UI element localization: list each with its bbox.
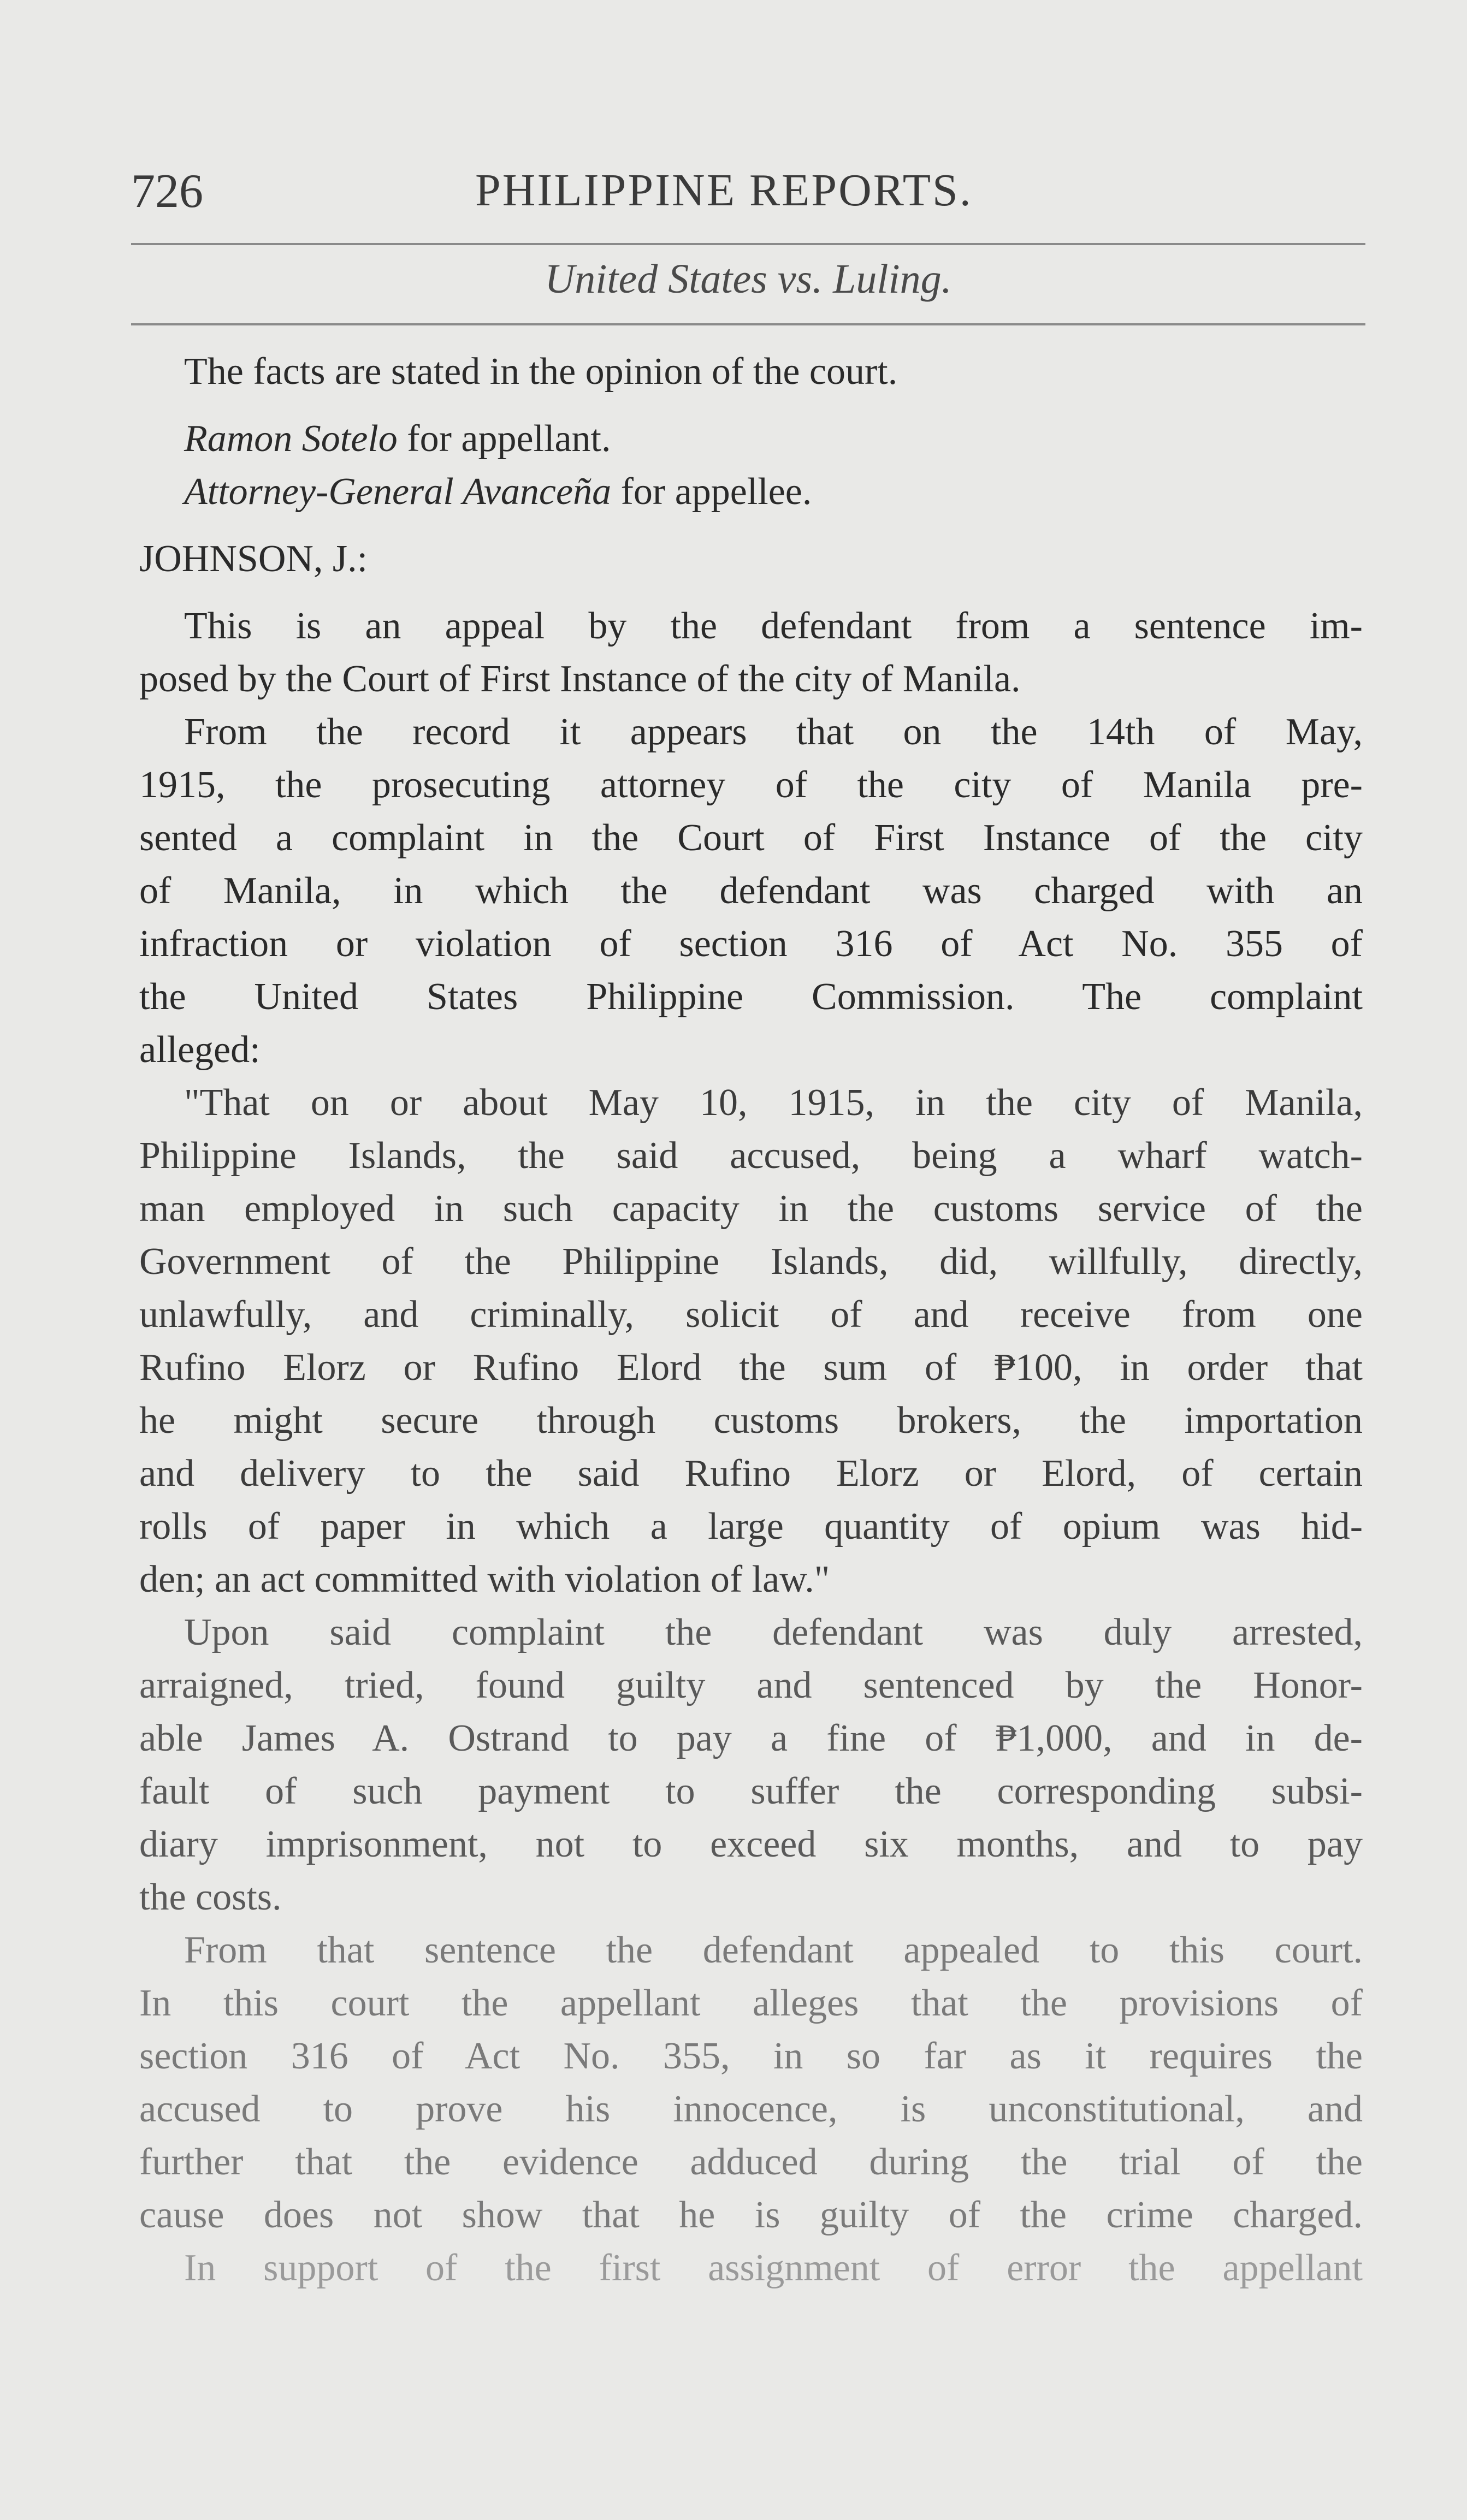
opinion-paragraph-1 (139, 600, 1363, 705)
opinion-paragraph-4 (139, 1606, 1363, 1924)
paragraph-line: and delivery to the said Rufino Elorz or Elord, of certain (139, 1452, 1363, 1495)
complaint-quote (139, 1076, 1363, 1606)
header-rule-top (131, 243, 1365, 245)
paragraph-line: fault of such payment to suffer the corresponding subsi- (139, 1770, 1363, 1812)
paragraph-line: rolls of paper in which a large quantity of opium was hid- (139, 1505, 1363, 1547)
counsel-appellee-role: for appellee. (620, 471, 812, 513)
paragraph-line: of Manila, in which the defendant was charged with an (139, 870, 1363, 912)
page-header (131, 164, 1365, 229)
paragraph-line: section 316 of Act No. 355, in so far as it requires the (139, 2035, 1363, 2077)
paragraph-line: cause does not show that he is guilty of the crime charged. (139, 2194, 1363, 2236)
opinion-paragraph-2 (139, 705, 1363, 1076)
paragraph-line: diary imprisonment, not to exceed six months, and to pay (139, 1823, 1363, 1865)
paragraph-line: Government of the Philippine Islands, did, willfully, directly, (139, 1241, 1363, 1283)
paragraph-line: sented a complaint in the Court of First Instance of the city (139, 817, 1363, 859)
paragraph-line: the costs. (139, 1876, 282, 1918)
paragraph-line: den; an act committed with violation of law." (139, 1558, 830, 1600)
page-body (139, 345, 1363, 2294)
paragraph-line: From that sentence the defendant appealed to this court. (184, 1929, 1363, 1971)
paragraph-line: he might secure through customs brokers, the importation (139, 1400, 1363, 1442)
counsel-appellee (139, 465, 1363, 518)
paragraph-line: arraigned, tried, found guilty and sentenced by the Honor- (139, 1664, 1363, 1706)
judge-name: JOHNSON, J.: (139, 538, 368, 580)
counsel-appellee-name: Attorney-General Avanceña (184, 471, 612, 513)
paragraph-line: In this court the appellant alleges that the provisions of (139, 1982, 1363, 2024)
running-title: PHILIPPINE REPORTS. (475, 165, 973, 216)
paragraph-line: This is an appeal by the defendant from a sentence im- (184, 605, 1363, 647)
paragraph-line: infraction or violation of section 316 of Act No. 355 of (139, 923, 1363, 965)
paragraph-line: alleged: (139, 1029, 261, 1071)
opinion-paragraph-6 (139, 2242, 1363, 2294)
header-rule-bottom (131, 323, 1365, 325)
paragraph-line: Philippine Islands, the said accused, being a wharf watch- (139, 1135, 1363, 1177)
paragraph-line: the United States Philippine Commission. The complaint (139, 976, 1363, 1018)
paragraph-line: posed by the Court of First Instance of the city of Manila. (139, 658, 1021, 700)
opinion-paragraph-5 (139, 1924, 1363, 2242)
counsel-appellant-name: Ramon Sotelo (184, 418, 398, 460)
paragraph-line: Upon said complaint the defendant was duly arrested, (184, 1611, 1363, 1653)
case-title: United States vs. Luling. (545, 256, 952, 302)
paragraph-line: able James A. Ostrand to pay a fine of ₱1,000, and in de- (139, 1717, 1363, 1759)
counsel-appellant (139, 412, 1363, 465)
counsel-appellant-role: for appellant. (407, 418, 611, 460)
paragraph-line: 1915, the prosecuting attorney of the city of Manila pre- (139, 764, 1363, 806)
paragraph-line: In support of the first assignment of error the appellant (184, 2247, 1363, 2289)
facts-statement: The facts are stated in the opinion of the court. (184, 351, 898, 393)
paragraph-line: "That on or about May 10, 1915, in the city of Manila, (184, 1082, 1363, 1124)
paragraph-line: further that the evidence adduced during the trial of the (139, 2141, 1363, 2183)
paragraph-line: Rufino Elorz or Rufino Elord the sum of ₱100, in order that (139, 1347, 1363, 1389)
paragraph-line: From the record it appears that on the 14th of May, (184, 711, 1363, 753)
paragraph-line: unlawfully, and criminally, solicit of and receive from one (139, 1294, 1363, 1336)
page-number: 726 (131, 165, 203, 218)
paragraph-line: accused to prove his innocence, is unconstitutional, and (139, 2088, 1363, 2130)
paragraph-line: man employed in such capacity in the customs service of the (139, 1188, 1363, 1230)
